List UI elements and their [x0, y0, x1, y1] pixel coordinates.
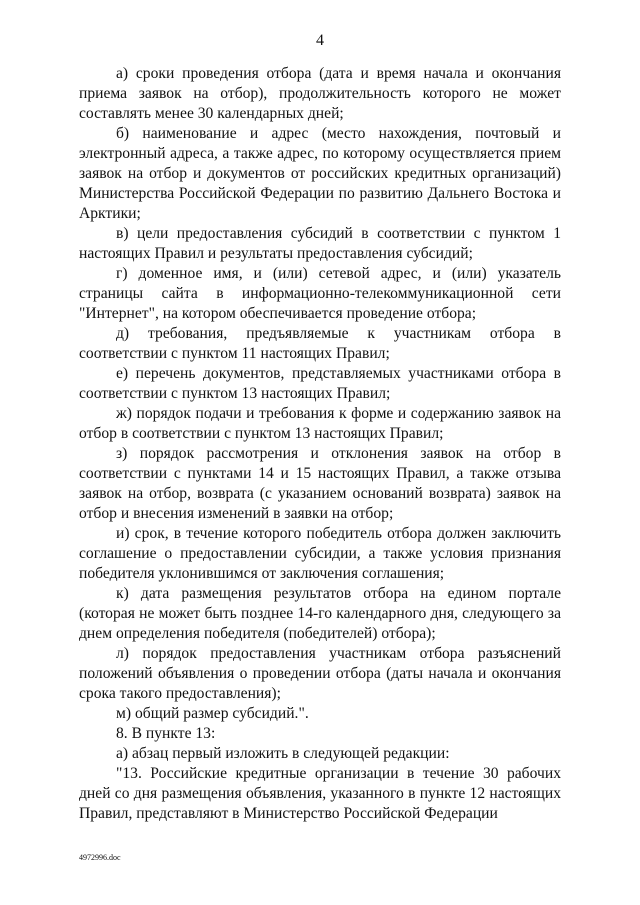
paragraph-8-point-13: 8. В пункте 13:: [116, 725, 216, 742]
paragraph-k-results-date: к) дата размещения результатов отбора на едином портале (которая не может быть позднее 14-го календарного дня, следующего за днем определения победителя (победителей) отбора);: [79, 585, 561, 642]
document-body: [79, 64, 561, 824]
paragraph-e-documents: е) перечень документов, представляемых участниками отбора в соответствии с пунктом 13 настоящих Правил;: [79, 365, 561, 402]
footer-filename: 4972996.doc: [79, 853, 121, 862]
paragraph-a-selection-dates: а) сроки проведения отбора (дата и время начала и окончания приема заявок на отбор), продолжительность которого не может составлять менее 30 календарных дней;: [79, 65, 561, 122]
paragraph-m-total-subsidy: м) общий размер субсидий.".: [116, 705, 309, 722]
paragraph-i-agreement-deadline: и) срок, в течение которого победитель отбора должен заключить соглашение о предоставлении субсидии, а также условия признания победителя уклонившимся от заключения соглашения;: [79, 525, 561, 582]
paragraph-g-website: г) доменное имя, и (или) сетевой адрес, и (или) указатель страницы сайта в информационно-телекоммуникационной сети "Интернет", на котором обеспечивается проведение отбора;: [79, 265, 561, 322]
paragraph-zh-application-procedure: ж) порядок подачи и требования к форме и содержанию заявок на отбор в соответствии с пунктом 13 настоящих Правил;: [79, 405, 561, 442]
paragraph-z-review-procedure: з) порядок рассмотрения и отклонения заявок на отбор в соответствии с пунктами 14 и 15 настоящих Правил, а также отзыва заявок на отбор, возврата (с указанием оснований возврата) заявок на отбор и внесения изменений в заявки на отбор;: [79, 445, 561, 522]
paragraph-l-clarifications: л) порядок предоставления участникам отбора разъяснений положений объявления о проведении отбора (даты начала и окончания срока такого предоставления);: [79, 645, 561, 702]
paragraph-b-ministry-address: б) наименование и адрес (место нахождения, почтовый и электронный адреса, а также адрес, по которому осуществляется прием заявок на отбор и документов от российских кредитных организаций) Министерства Российской Федерации по развитию Дальнего Востока и Арктики;: [79, 125, 561, 222]
page-number: 4: [316, 32, 324, 49]
paragraph-d-requirements: д) требования, предъявляемые к участникам отбора в соответствии с пунктом 11 настоящих Правил;: [79, 325, 561, 362]
paragraph-v-subsidy-goals: в) цели предоставления субсидий в соответствии с пунктом 1 настоящих Правил и результаты предоставления субсидий;: [79, 225, 561, 262]
paragraph-a-first-abzac: а) абзац первый изложить в следующей редакции:: [116, 745, 450, 762]
paragraph-13-credit-organizations: "13. Российские кредитные организации в течение 30 рабочих дней со дня размещения объявления, указанного в пункте 12 настоящих Правил, представляют в Министерство Российской Федерации: [79, 765, 561, 822]
